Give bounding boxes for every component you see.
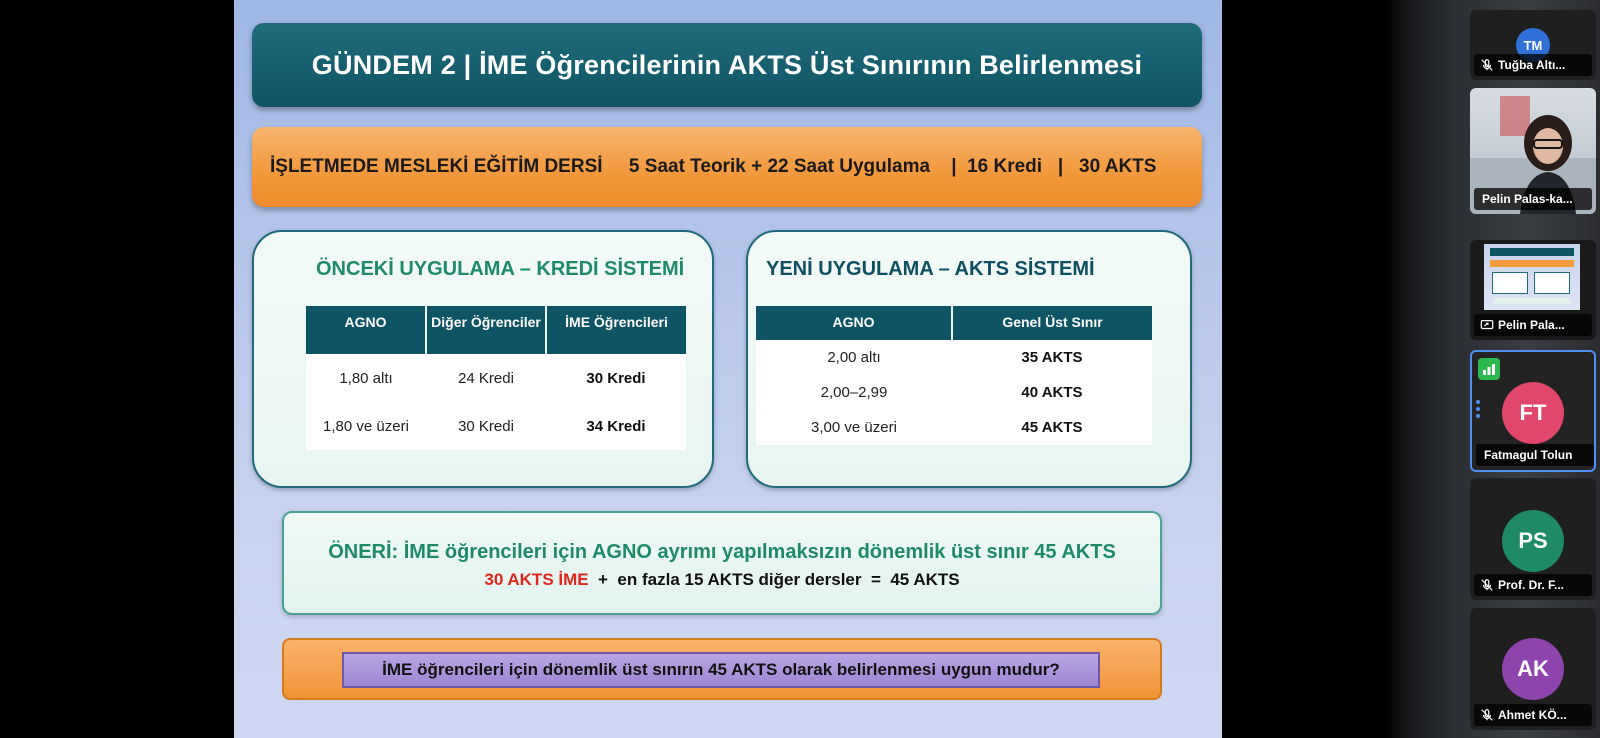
table-row bbox=[756, 340, 1152, 375]
more-options-icon[interactable] bbox=[1476, 400, 1480, 418]
speaking-indicator-icon bbox=[1478, 358, 1500, 380]
table-cell: 2,00 altı bbox=[827, 349, 881, 366]
mic-off-icon bbox=[1480, 578, 1494, 592]
participant-name-chip bbox=[1474, 188, 1592, 210]
proposal-text: ÖNERİ: İME öğrencileri için AGNO ayrımı yapılmaksızın dönemlik üst sınır 45 AKTS bbox=[328, 541, 1116, 563]
old-system-title: ÖNCEKİ UYGULAMA – KREDİ SİSTEMİ bbox=[316, 258, 685, 280]
slide-title: GÜNDEM 2 | İME Öğrencilerinin AKTS Üst Sınırının Belirlenmesi bbox=[252, 23, 1202, 107]
shared-screen-thumbnail bbox=[1484, 244, 1580, 310]
avatar: PS bbox=[1502, 510, 1564, 572]
participant-name: Pelin Palas-ka... bbox=[1482, 192, 1573, 206]
table-header: AGNO bbox=[306, 306, 426, 354]
participant-name: Fatmagul Tolun bbox=[1484, 448, 1573, 462]
participant-name: Pelin Pala... bbox=[1498, 318, 1565, 332]
participant-tile[interactable] bbox=[1470, 10, 1596, 80]
table-cell: 45 AKTS bbox=[1021, 419, 1083, 436]
participant-tile[interactable] bbox=[1470, 240, 1596, 340]
participant-name: Ahmet KÖ... bbox=[1498, 708, 1567, 722]
participant-name-chip bbox=[1474, 314, 1592, 336]
table-row bbox=[756, 375, 1152, 410]
table-header: Genel Üst Sınır bbox=[952, 306, 1152, 340]
course-info-bar: İŞLETMEDE MESLEKİ EĞİTİM DERSİ 5 Saat Teorik + 22 Saat Uygulama | 16 Kredi | 30 AKTS bbox=[252, 127, 1202, 207]
avatar: FT bbox=[1502, 382, 1564, 444]
participant-tile[interactable] bbox=[1470, 88, 1596, 214]
table-cell: 1,80 altı bbox=[339, 369, 393, 387]
participant-tile-active-speaker[interactable] bbox=[1470, 350, 1596, 472]
table-cell: 30 Kredi bbox=[586, 369, 646, 387]
table-cell: 35 AKTS bbox=[1021, 349, 1083, 366]
table-cell: 34 Kredi bbox=[586, 417, 646, 435]
mic-off-icon bbox=[1480, 58, 1494, 72]
proposal-formula bbox=[284, 570, 1160, 590]
new-system-table bbox=[756, 306, 1152, 445]
old-system-table bbox=[306, 306, 686, 450]
background-blur bbox=[1385, 0, 1455, 738]
proposal-ime-credits: 30 AKTS İME bbox=[484, 570, 589, 589]
avatar: TM bbox=[1516, 28, 1550, 62]
avatar: AK bbox=[1502, 638, 1564, 700]
table-header: Diğer Öğrenciler bbox=[426, 306, 546, 354]
participant-name-chip bbox=[1474, 574, 1592, 596]
table-row bbox=[306, 402, 686, 450]
table-cell: 40 AKTS bbox=[1021, 384, 1083, 401]
table-header: AGNO bbox=[756, 306, 952, 340]
mic-off-icon bbox=[1480, 708, 1494, 722]
participant-name-chip bbox=[1474, 54, 1592, 76]
new-system-panel bbox=[746, 230, 1192, 488]
presentation-slide bbox=[234, 0, 1222, 738]
table-cell: 3,00 ve üzeri bbox=[811, 419, 897, 436]
table-cell: 24 Kredi bbox=[458, 369, 514, 387]
participant-name-chip bbox=[1476, 444, 1594, 466]
participant-name-chip bbox=[1474, 704, 1592, 726]
participant-name: Prof. Dr. F... bbox=[1498, 578, 1565, 592]
participant-tile[interactable] bbox=[1470, 478, 1596, 600]
new-system-title: YENİ UYGULAMA – AKTS SİSTEMİ bbox=[766, 258, 1095, 280]
proposal-formula-rest: + en fazla 15 AKTS diğer dersler = 45 AKTS bbox=[588, 570, 960, 589]
old-system-panel bbox=[252, 230, 714, 488]
screen-share-icon bbox=[1480, 318, 1494, 332]
proposal-box bbox=[282, 511, 1162, 615]
table-header: İME Öğrencileri bbox=[546, 306, 686, 354]
question-bar bbox=[282, 638, 1162, 700]
question-text: İME öğrencileri için dönemlik üst sınırın 45 AKTS olarak belirlenmesi uygun mudur? bbox=[342, 652, 1100, 688]
table-cell: 2,00–2,99 bbox=[820, 384, 888, 401]
table-cell: 30 Kredi bbox=[458, 417, 514, 435]
participant-name: Tuğba Altı... bbox=[1498, 58, 1566, 72]
table-row bbox=[306, 354, 686, 402]
table-cell: 1,80 ve üzeri bbox=[323, 417, 409, 435]
participant-tile[interactable] bbox=[1470, 608, 1596, 730]
table-row bbox=[756, 410, 1152, 445]
